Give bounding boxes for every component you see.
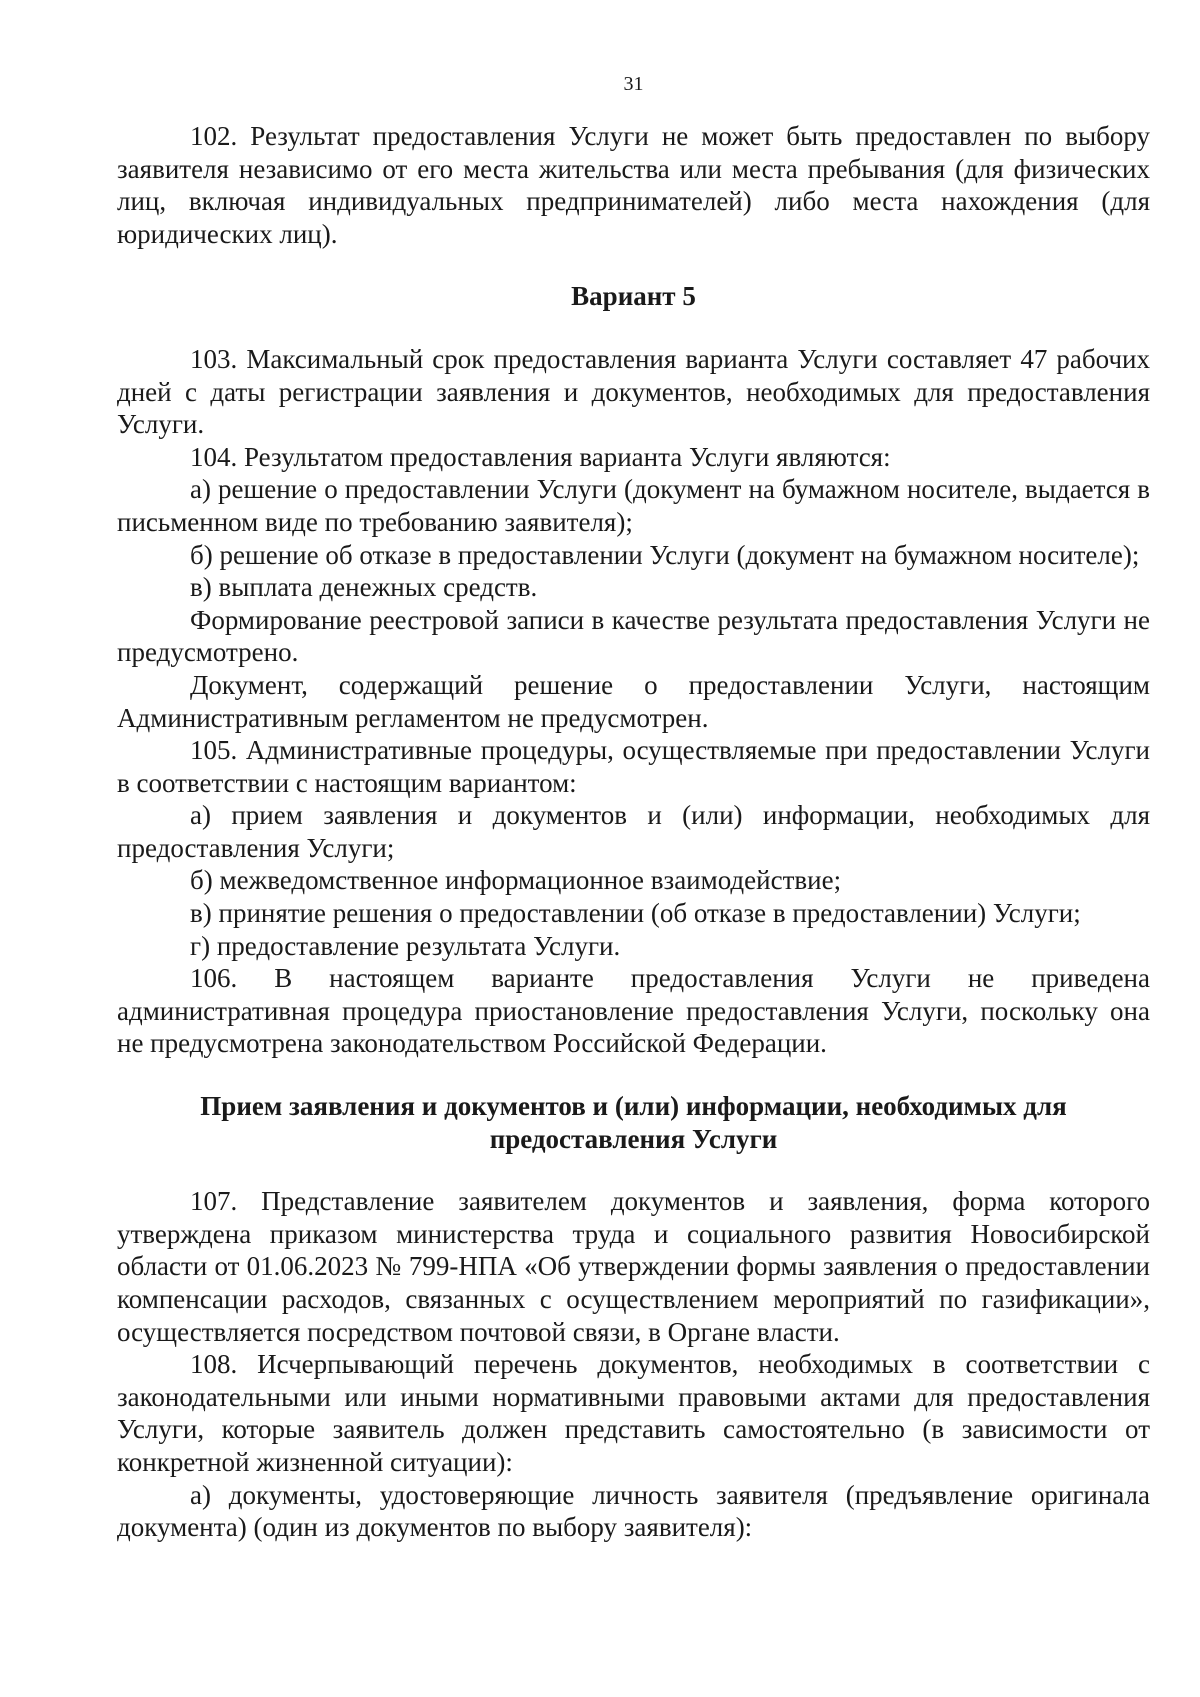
list-item-104a: а) решение о предоставлении Услуги (документ на бумажном носителе, выдается в письменном виде по требованию заявителя); (117, 474, 1150, 537)
paragraph-103: 103. Максимальный срок предоставления варианта Услуги составляет 47 рабочих дней с даты регистрации заявления и документов, необходимых для предоставления Услуги. (117, 343, 1150, 440)
paragraph-105: 105. Административные процедуры, осуществляемые при предоставлении Услуги в соответствии с настоящим вариантом: (117, 735, 1150, 798)
list-item-105a: а) прием заявления и документов и (или) информации, необходимых для предоставления Услуги; (117, 800, 1150, 863)
list-item-104c: в) выплата денежных средств. (190, 572, 538, 603)
list-item-104b: б) решение об отказе в предоставлении Услуги (документ на бумажном носителе); (190, 539, 1140, 570)
paragraph-107: 107. Представление заявителем документов и заявления, форма которого утверждена приказом министерства труда и социального развития Новосибирской области от 01.06.2023 № 799-НПА «Об утверждении формы заявления о предоставлении компенсации расходов, связанных с осуществлением мероприятий по газификации», осуществляется посредством почтовой связи, в Органе власти. (117, 1186, 1150, 1347)
list-item-108a: а) документы, удостоверяющие личность заявителя (предъявление оригинала документа) (один из документов по выбору заявителя): (117, 1479, 1150, 1543)
heading-variant-5: Вариант 5 (571, 281, 696, 312)
list-item-105b: б) межведомственное информационное взаимодействие; (190, 865, 842, 896)
list-item-105d: г) предоставление результата Услуги. (190, 930, 621, 961)
paragraph-102: 102. Результат предоставления Услуги не может быть предоставлен по выбору заявителя независимо от его места жительства или места пребывания (для физических лиц, включая индивидуальных предпринимателей) либо места нахождения (для юридических лиц). (117, 121, 1150, 249)
heading-application-reception: Прием заявления и документов и (или) информации, необходимых для предоставления Услуги (200, 1091, 1067, 1154)
paragraph-decision-document: Документ, содержащий решение о предоставлении Услуги, настоящим Административным регламентом не предусмотрен. (117, 669, 1150, 733)
paragraph-registry-record: Формирование реестровой записи в качестве результата предоставления Услуги не предусмотрено. (117, 604, 1150, 668)
document-body (117, 120, 1150, 1544)
page-number: 31 (623, 73, 644, 95)
paragraph-108: 108. Исчерпывающий перечень документов, необходимых в соответствии с законодательными или иными нормативными правовыми актами для предоставления Услуги, которые заявитель должен представить самостоятельно (в зависимости от конкретной жизненной ситуации): (117, 1349, 1150, 1477)
paragraph-106: 106. В настоящем варианте предоставления Услуги не приведена административная процедура приостановление предоставления Услуги, поскольку она не предусмотрена законодательством Российской Федерации. (117, 963, 1150, 1059)
list-item-105c: в) принятие решения о предоставлении (об отказе в предоставлении) Услуги; (190, 898, 1081, 929)
paragraph-104: 104. Результатом предоставления варианта Услуги являются: (190, 441, 891, 472)
